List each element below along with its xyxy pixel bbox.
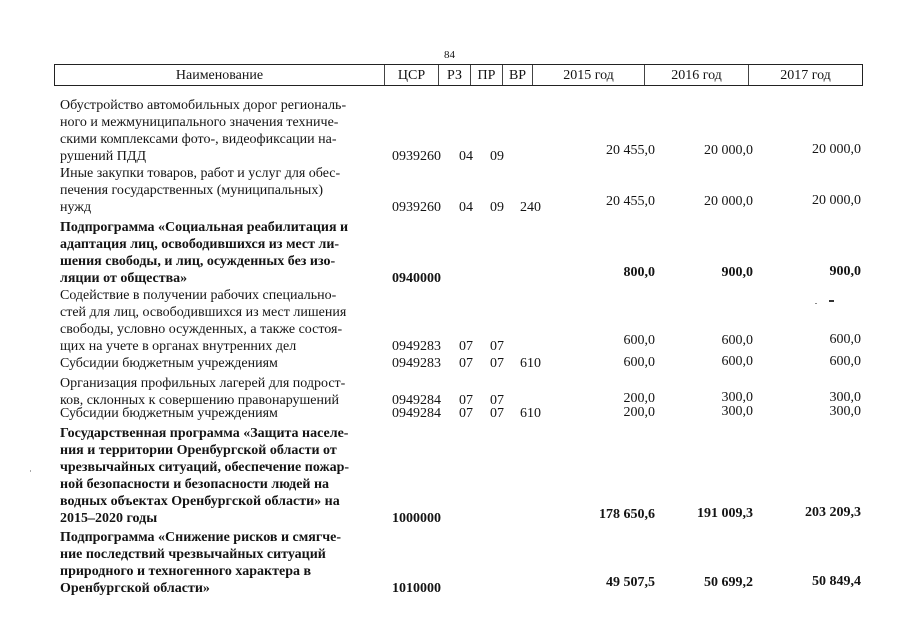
cell-csr: 0949283 [392,356,441,371]
cell-rz: 04 [459,200,473,215]
page-number: 84 [444,49,455,61]
stray-mark [30,470,31,472]
row-name-line: Субсидии бюджетным учреждениям [60,406,278,421]
row-name-line: природного и техногенного характера в [60,564,312,579]
row-name [60,219,372,287]
row-name-line: шения свободы, и лиц, осужденных без изо- [60,254,336,269]
cell-y2016: 20 000,0 [704,194,753,209]
row-name-line: ной безопасности и безопасности людей на [60,477,330,492]
cell-pr: 07 [490,339,504,354]
cell-y2015: 49 507,5 [606,575,655,590]
header-pr: ПР [470,65,502,85]
cell-y2015: 200,0 [623,405,655,420]
row-name-line: ния и территории Оренбургской области от [60,443,337,458]
row-name-line: ляции от общества» [60,271,188,286]
header-csr: ЦСР [384,65,438,85]
header-rz: РЗ [438,65,470,85]
header-2017: 2017 год [748,65,863,85]
cell-csr: 0940000 [392,271,441,286]
row-name-line: печения государственных (муниципальных) [60,183,323,198]
cell-rz: 07 [459,406,473,421]
cell-y2017: 600,0 [829,332,861,347]
cell-y2015: 20 455,0 [606,143,655,158]
cell-rz: 07 [459,393,473,408]
stray-mark [829,300,834,302]
row-name [60,287,372,355]
row-name-line: ков, склонных к совершению правонарушений [60,393,340,408]
cell-y2016: 191 009,3 [697,506,753,521]
cell-csr: 0949284 [392,393,441,408]
row-name-line: скими комплексами фото-, видеофиксации на- [60,132,337,147]
cell-rz: 07 [459,339,473,354]
cell-csr: 1010000 [392,581,441,596]
row-name [60,425,372,527]
cell-y2016: 600,0 [721,333,753,348]
cell-y2017: 600,0 [829,354,861,369]
row-name-line: Содействие в получении рабочих специально- [60,288,337,303]
cell-y2017: 20 000,0 [812,142,861,157]
cell-pr: 07 [490,356,504,371]
row-name [60,375,372,409]
cell-vr: 610 [520,406,541,421]
row-name-line: Иные закупки товаров, работ и услуг для обес- [60,166,341,181]
row-name-line: Обустройство автомобильных дорог региональ- [60,98,347,113]
cell-vr: 240 [520,200,541,215]
cell-y2015: 200,0 [623,391,655,406]
cell-csr: 0949284 [392,406,441,421]
row-name-line: адаптация лиц, освободившихся из мест ли- [60,237,340,252]
row-name-line: Подпрограмма «Социальная реабилитация и [60,220,349,235]
row-name-line: ние последствий чрезвычайных ситуаций [60,547,326,562]
row-name-line: стей для лиц, освободившихся из мест лишения [60,305,347,320]
cell-y2017: 300,0 [829,404,861,419]
cell-y2015: 178 650,6 [599,507,655,522]
cell-csr: 0949283 [392,339,441,354]
cell-y2017: 900,0 [829,264,861,279]
cell-y2016: 50 699,2 [704,575,753,590]
row-name-line: ного и межмуниципального значения техниче- [60,115,339,130]
cell-pr: 07 [490,393,504,408]
header-name: Наименование [54,65,384,85]
cell-vr: 610 [520,356,541,371]
row-name-line: Организация профильных лагерей для подрост- [60,376,346,391]
row-name [60,405,372,422]
cell-y2016: 300,0 [721,390,753,405]
row-name-line: Субсидии бюджетным учреждениям [60,356,278,371]
row-name-line: Подпрограмма «Снижение рисков и смягче- [60,530,341,545]
cell-rz: 04 [459,149,473,164]
cell-pr: 07 [490,406,504,421]
cell-y2017: 50 849,4 [812,574,861,589]
cell-rz: 07 [459,356,473,371]
table-header [54,64,863,86]
cell-y2017: 203 209,3 [805,505,861,520]
cell-y2016: 20 000,0 [704,143,753,158]
cell-y2015: 20 455,0 [606,194,655,209]
header-vr: ВР [502,65,532,85]
cell-y2016: 900,0 [721,265,753,280]
cell-y2015: 600,0 [623,355,655,370]
header-2016: 2016 год [644,65,748,85]
row-name-line: щих на учете в органах внутренних дел [60,339,297,354]
cell-y2016: 600,0 [721,354,753,369]
row-name-line: рушений ПДД [60,149,146,164]
cell-pr: 09 [490,149,504,164]
cell-y2017: 20 000,0 [812,193,861,208]
row-name-line: свободы, условно осужденных, а также состоя- [60,322,343,337]
row-name [60,165,372,216]
cell-y2015: 800,0 [623,265,655,280]
cell-y2016: 300,0 [721,404,753,419]
cell-csr: 0939260 [392,149,441,164]
stray-mark [815,303,817,304]
cell-pr: 09 [490,200,504,215]
row-name-line: Государственная программа «Защита населе- [60,426,349,441]
row-name-line: чрезвычайных ситуаций, обеспечение пожар- [60,460,350,475]
cell-y2015: 600,0 [623,333,655,348]
cell-csr: 1000000 [392,511,441,526]
cell-y2017: 300,0 [829,390,861,405]
row-name-line: водных объектах Оренбургской области» на [60,494,340,509]
row-name-line: нужд [60,200,92,215]
row-name [60,97,372,165]
cell-csr: 0939260 [392,200,441,215]
row-name [60,529,372,597]
header-2015: 2015 год [532,65,644,85]
row-name-line: Оренбургской области» [60,581,210,596]
row-name-line: 2015–2020 годы [60,511,158,526]
row-name [60,355,372,372]
